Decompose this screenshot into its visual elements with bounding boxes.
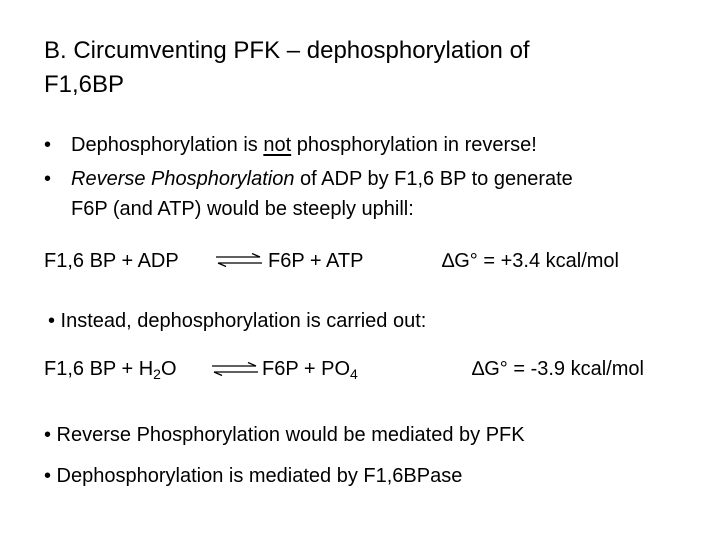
bullet-1-emphasis: not bbox=[263, 134, 292, 156]
slide-title-line-2: F1,6BP bbox=[44, 71, 125, 98]
equation-2-reactants-post: O bbox=[160, 358, 177, 380]
equation-2-products-pre: F6P + PO bbox=[262, 358, 351, 380]
bullet-1-text-post: phosphorylation in reverse! bbox=[291, 134, 537, 156]
bullet-2-rest: of ADP by F1,6 BP to generate bbox=[294, 168, 573, 190]
bullet-2-italic: Reverse Phosphorylation bbox=[71, 168, 295, 190]
equation-1-delta-g: ∆G° = +3.4 kcal/mol bbox=[442, 250, 619, 272]
equation-1-reactants: F1,6 BP + ADP bbox=[44, 250, 179, 272]
equation-2-reactants-subscript: 2 bbox=[153, 366, 161, 382]
equation-2-products-subscript: 4 bbox=[350, 366, 358, 382]
equation-2-reactants bbox=[44, 357, 177, 381]
equation-1-products: F6P + ATP bbox=[268, 250, 364, 272]
bullet-2-text bbox=[71, 167, 573, 191]
slide-title-line-1: B. Circumventing PFK – dephosphorylation of bbox=[44, 37, 530, 64]
bullet-marker: • bbox=[44, 168, 52, 190]
bullet-1-text bbox=[71, 133, 537, 157]
bullet-1-text-pre: Dephosphorylation is bbox=[71, 134, 264, 156]
bullet-4: • Reverse Phosphorylation would be mediated by PFK bbox=[44, 424, 525, 446]
equation-2-reactants-pre: F1,6 BP + H bbox=[44, 358, 154, 380]
bullet-3: • Instead, dephosphorylation is carried out: bbox=[48, 310, 427, 332]
equilibrium-arrow-icon bbox=[214, 252, 264, 268]
equilibrium-arrow-icon bbox=[210, 361, 260, 377]
bullet-5: • Dephosphorylation is mediated by F1,6BPase bbox=[44, 465, 463, 487]
bullet-marker: • bbox=[44, 134, 52, 156]
equation-2-delta-g: ∆G° = -3.9 kcal/mol bbox=[472, 358, 644, 380]
bullet-2-line-2: F6P (and ATP) would be steeply uphill: bbox=[71, 198, 414, 220]
equation-2-products bbox=[262, 357, 358, 381]
